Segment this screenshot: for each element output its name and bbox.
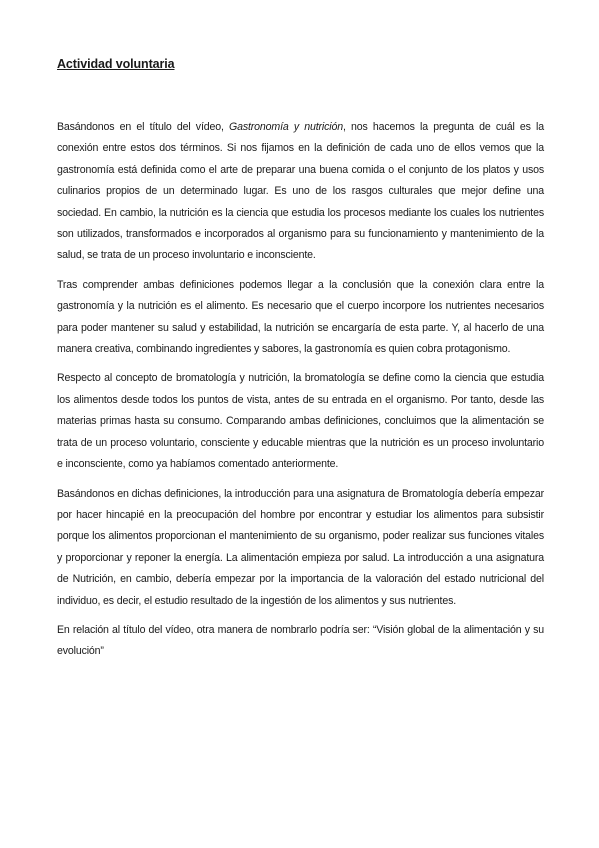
paragraph-5: En relación al título del vídeo, otra manera de nombrarlo podría ser: “Visión global de la alimentación y su evolución” bbox=[57, 623, 544, 658]
paragraph-4: Basándonos en dichas definiciones, la introducción para una asignatura de Bromatología debería empezar por hacer hincapié en la preocupación del hombre por encontrar y estudiar los alimentos para subsistir porque los alimentos proporcionan el mantenimiento de su organismo, poder realizar sus funciones vitales y proporcionar y reponer la energía. La alimentación empieza por salud. La introducción a una asignatura de Nutrición, en cambio, debería empezar por la importancia de la valoración del estado nutricional del individuo, es decir, el estudio resultado de la ingestión de los alimentos y sus nutrientes. bbox=[57, 487, 544, 607]
paragraph-1-rest: , nos hacemos la pregunta de cuál es la conexión entre estos dos términos. Si nos fijamos en la definición de cada uno de ellos vemos que la gastronomía está definida como el arte de preparar una buena comida o el conjunto de los platos y usos culinarios propios de un determinado lugar. Es uno de los rasgos culturales que mejor define una sociedad. En cambio, la nutrición es la ciencia que estudia los procesos mediante los cuales los nutrientes son utilizados, transformados e incorporados al organismo para su funcionamiento y mantenimiento de la salud, se trata de un proceso involuntario e inconsciente. bbox=[57, 121, 544, 262]
paragraph-1 bbox=[57, 117, 544, 267]
document-title: Actividad voluntaria bbox=[57, 57, 175, 71]
paragraph-2: Tras comprender ambas definiciones podemos llegar a la conclusión que la conexión clara entre la gastronomía y la nutrición es el alimento. Es necesario que el cuerpo incorpore los nutrientes necesarios para poder mantener su salud y estabilidad, la nutrición se encargaría de esta parte. Y, al hacerlo de una manera creativa, combinando ingredientes y sabores, la gastronomía es quien cobra protagonismo. bbox=[57, 278, 544, 356]
video-title-italic: Gastronomía y nutrición bbox=[229, 121, 343, 133]
paragraph-3: Respecto al concepto de bromatología y nutrición, la bromatología se define como la ciencia que estudia los alimentos desde todos los puntos de vista, antes de su entrada en el organismo. Por tanto, desde las materias primas hasta su consumo. Comparando ambas definiciones, concluimos que la alimentación se trata de un proceso voluntario, consciente y educable mientras que la nutrición es un proceso involuntario e inconsciente, como ya habíamos comentado anteriormente. bbox=[57, 372, 544, 471]
paragraph-1-intro: Basándonos en el título del vídeo, bbox=[57, 121, 230, 133]
document-body bbox=[57, 117, 544, 671]
